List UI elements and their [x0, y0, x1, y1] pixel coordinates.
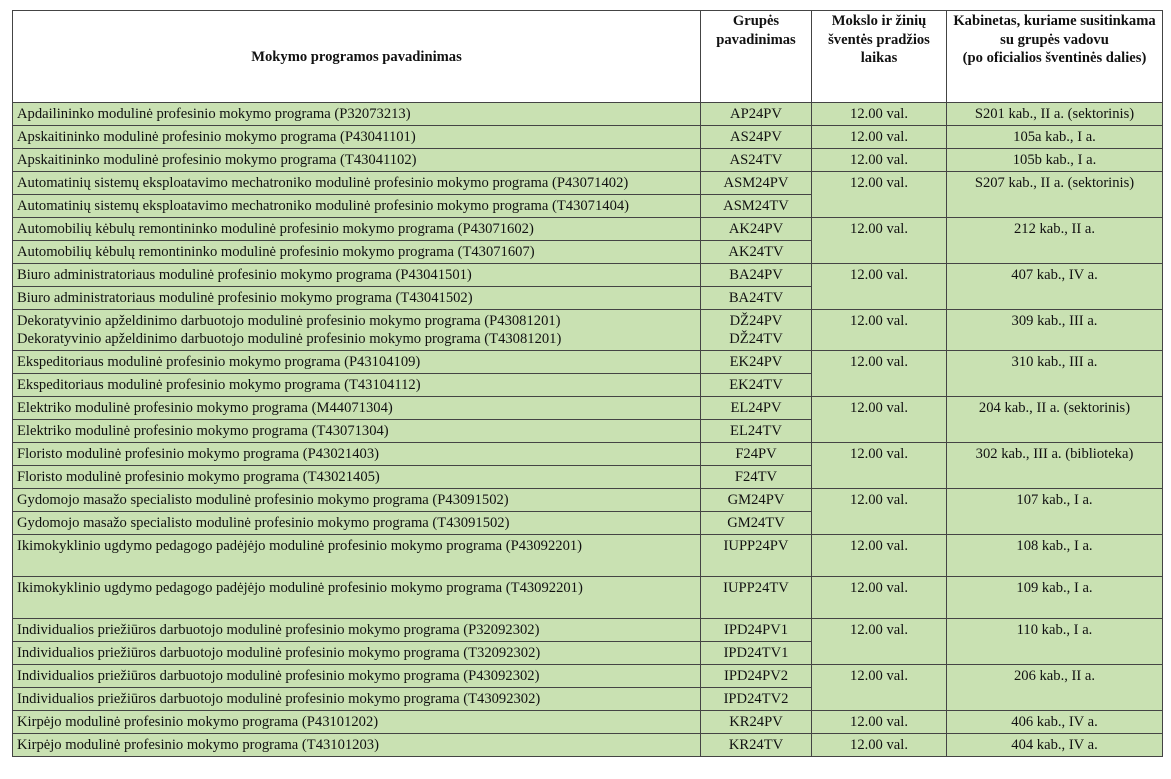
- group-cell: KR24TV: [701, 734, 812, 757]
- time-cell: 12.00 val.: [812, 734, 947, 757]
- table-row: [13, 443, 1163, 466]
- program-cell: Ikimokyklinio ugdymo pedagogo padėjėjo modulinė profesinio mokymo programa (P43092201): [13, 535, 701, 577]
- table-row: [13, 126, 1163, 149]
- time-cell: 12.00 val.: [812, 665, 947, 711]
- schedule-table: [12, 10, 1163, 757]
- table-row: [13, 489, 1163, 512]
- program-cell: Individualios priežiūros darbuotojo modulinė profesinio mokymo programa (T32092302): [13, 642, 701, 665]
- program-cell: [13, 310, 701, 351]
- table-row: [13, 397, 1163, 420]
- program-cell: Individualios priežiūros darbuotojo modulinė profesinio mokymo programa (P32092302): [13, 619, 701, 642]
- program-cell: Ekspeditoriaus modulinė profesinio mokymo programa (T43104112): [13, 374, 701, 397]
- group-cell: KR24PV: [701, 711, 812, 734]
- group-cell: IUPP24TV: [701, 577, 812, 619]
- program-cell: Apskaitininko modulinė profesinio mokymo programa (P43041101): [13, 126, 701, 149]
- time-cell: 12.00 val.: [812, 149, 947, 172]
- room-cell: 107 kab., I a.: [947, 489, 1163, 535]
- table-row: [13, 103, 1163, 126]
- group-cell: GM24PV: [701, 489, 812, 512]
- time-cell: 12.00 val.: [812, 489, 947, 535]
- table-row: [13, 619, 1163, 642]
- group-line: DŽ24TV: [729, 331, 783, 347]
- room-cell: 105a kab., I a.: [947, 126, 1163, 149]
- time-cell: 12.00 val.: [812, 443, 947, 489]
- table-row: [13, 172, 1163, 195]
- program-line: Dekoratyvinio apželdinimo darbuotojo modulinė profesinio mokymo programa (P43081201): [17, 313, 561, 329]
- group-cell: IUPP24PV: [701, 535, 812, 577]
- program-cell: Individualios priežiūros darbuotojo modulinė profesinio mokymo programa (T43092302): [13, 688, 701, 711]
- group-cell: EK24TV: [701, 374, 812, 397]
- table-row: [13, 734, 1163, 757]
- table-row: [13, 665, 1163, 688]
- table-row: [13, 535, 1163, 577]
- group-cell: BA24PV: [701, 264, 812, 287]
- time-cell: 12.00 val.: [812, 126, 947, 149]
- program-cell: Apskaitininko modulinė profesinio mokymo programa (T43041102): [13, 149, 701, 172]
- group-cell: IPD24TV1: [701, 642, 812, 665]
- group-cell: AS24TV: [701, 149, 812, 172]
- program-cell: Automatinių sistemų eksploatavimo mechatroniko modulinė profesinio mokymo programa (P43071402): [13, 172, 701, 195]
- room-cell: S207 kab., II a. (sektorinis): [947, 172, 1163, 218]
- group-cell: AK24TV: [701, 241, 812, 264]
- header-room-note: (po oficialios šventinės dalies): [962, 50, 1147, 67]
- program-cell: Biuro administratoriaus modulinė profesinio mokymo programa (P43041501): [13, 264, 701, 287]
- room-cell: 212 kab., II a.: [947, 218, 1163, 264]
- group-cell: IPD24PV2: [701, 665, 812, 688]
- group-cell: AS24PV: [701, 126, 812, 149]
- group-cell: EL24PV: [701, 397, 812, 420]
- time-cell: 12.00 val.: [812, 310, 947, 351]
- program-cell: Gydomojo masažo specialisto modulinė profesinio mokymo programa (T43091502): [13, 512, 701, 535]
- room-cell: 206 kab., II a.: [947, 665, 1163, 711]
- room-cell: 404 kab., IV a.: [947, 734, 1163, 757]
- group-cell: EK24PV: [701, 351, 812, 374]
- time-cell: 12.00 val.: [812, 711, 947, 734]
- time-cell: 12.00 val.: [812, 397, 947, 443]
- group-cell: AP24PV: [701, 103, 812, 126]
- header-program: Mokymo programos pavadinimas: [13, 11, 701, 103]
- time-cell: 12.00 val.: [812, 577, 947, 619]
- room-cell: 406 kab., IV a.: [947, 711, 1163, 734]
- header-time: Mokslo ir žinių šventės pradžios laikas: [812, 11, 947, 103]
- group-cell: ASM24TV: [701, 195, 812, 218]
- group-cell: F24PV: [701, 443, 812, 466]
- room-cell: 204 kab., II a. (sektorinis): [947, 397, 1163, 443]
- program-cell: Automatinių sistemų eksploatavimo mechatroniko modulinė profesinio mokymo programa (T43071404): [13, 195, 701, 218]
- program-cell: Elektriko modulinė profesinio mokymo programa (M44071304): [13, 397, 701, 420]
- room-cell: 302 kab., III a. (biblioteka): [947, 443, 1163, 489]
- group-cell: AK24PV: [701, 218, 812, 241]
- group-cell: GM24TV: [701, 512, 812, 535]
- time-cell: 12.00 val.: [812, 218, 947, 264]
- program-cell: Floristo modulinė profesinio mokymo programa (P43021403): [13, 443, 701, 466]
- table-row: [13, 577, 1163, 619]
- group-cell: IPD24PV1: [701, 619, 812, 642]
- group-cell: ASM24PV: [701, 172, 812, 195]
- room-cell: 309 kab., III a.: [947, 310, 1163, 351]
- program-cell: Automobilių kėbulų remontininko modulinė profesinio mokymo programa (P43071602): [13, 218, 701, 241]
- room-cell: 407 kab., IV a.: [947, 264, 1163, 310]
- program-cell: Individualios priežiūros darbuotojo modulinė profesinio mokymo programa (P43092302): [13, 665, 701, 688]
- group-line: DŽ24PV: [729, 313, 783, 329]
- time-cell: 12.00 val.: [812, 351, 947, 397]
- table-row: [13, 711, 1163, 734]
- group-cell: BA24TV: [701, 287, 812, 310]
- group-cell: EL24TV: [701, 420, 812, 443]
- program-cell: Gydomojo masažo specialisto modulinė profesinio mokymo programa (P43091502): [13, 489, 701, 512]
- room-cell: 105b kab., I a.: [947, 149, 1163, 172]
- table-row: [13, 218, 1163, 241]
- time-cell: 12.00 val.: [812, 535, 947, 577]
- time-cell: 12.00 val.: [812, 103, 947, 126]
- table-row: [13, 310, 1163, 351]
- header-group: Grupės pavadinimas: [701, 11, 812, 103]
- group-cell: [701, 310, 812, 351]
- group-cell: IPD24TV2: [701, 688, 812, 711]
- program-cell: Floristo modulinė profesinio mokymo programa (T43021405): [13, 466, 701, 489]
- header-room-main: Kabinetas, kuriame susitinkama su grupės vadovu: [953, 13, 1156, 48]
- program-cell: Ikimokyklinio ugdymo pedagogo padėjėjo modulinė profesinio mokymo programa (T43092201): [13, 577, 701, 619]
- room-cell: 110 kab., I a.: [947, 619, 1163, 665]
- room-cell: S201 kab., II a. (sektorinis): [947, 103, 1163, 126]
- room-cell: 108 kab., I a.: [947, 535, 1163, 577]
- program-cell: Kirpėjo modulinė profesinio mokymo programa (T43101203): [13, 734, 701, 757]
- room-cell: 310 kab., III a.: [947, 351, 1163, 397]
- table-row: [13, 264, 1163, 287]
- header-row: [13, 11, 1163, 103]
- program-cell: Elektriko modulinė profesinio mokymo programa (T43071304): [13, 420, 701, 443]
- time-cell: 12.00 val.: [812, 619, 947, 665]
- time-cell: 12.00 val.: [812, 172, 947, 218]
- program-cell: Kirpėjo modulinė profesinio mokymo programa (P43101202): [13, 711, 701, 734]
- program-cell: Ekspeditoriaus modulinė profesinio mokymo programa (P43104109): [13, 351, 701, 374]
- table-row: [13, 351, 1163, 374]
- room-cell: 109 kab., I a.: [947, 577, 1163, 619]
- group-cell: F24TV: [701, 466, 812, 489]
- header-room: [947, 11, 1163, 103]
- table-row: [13, 149, 1163, 172]
- program-line: Dekoratyvinio apželdinimo darbuotojo modulinė profesinio mokymo programa (T43081201): [17, 331, 562, 347]
- program-cell: Automobilių kėbulų remontininko modulinė profesinio mokymo programa (T43071607): [13, 241, 701, 264]
- time-cell: 12.00 val.: [812, 264, 947, 310]
- program-cell: Biuro administratoriaus modulinė profesinio mokymo programa (T43041502): [13, 287, 701, 310]
- program-cell: Apdailininko modulinė profesinio mokymo programa (P32073213): [13, 103, 701, 126]
